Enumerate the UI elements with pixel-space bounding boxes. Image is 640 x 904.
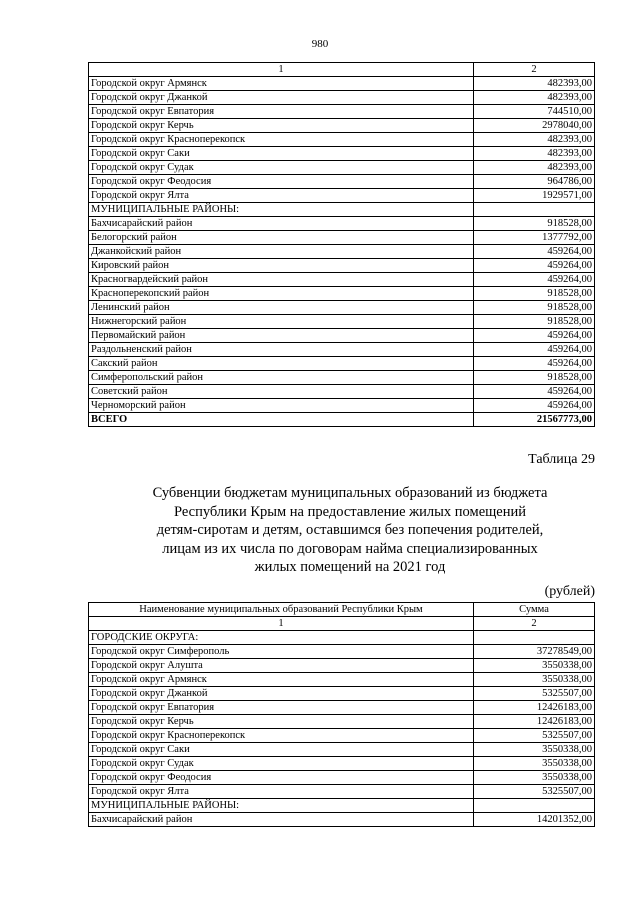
table-row — [89, 799, 595, 813]
table-row — [89, 315, 595, 329]
row-name: Белогорский район — [89, 231, 474, 245]
table-row — [89, 785, 595, 799]
table-row — [89, 371, 595, 385]
row-value: 12426183,00 — [474, 701, 595, 715]
table-row — [89, 673, 595, 687]
row-value: 459264,00 — [474, 399, 595, 413]
row-value: 1377792,00 — [474, 231, 595, 245]
table-caption: Таблица 29 — [528, 452, 595, 467]
column-number: 1 — [89, 617, 474, 631]
row-value: 918528,00 — [474, 217, 595, 231]
row-name: ГОРОДСКИЕ ОКРУГА: — [89, 631, 474, 645]
table-row — [89, 729, 595, 743]
table-row — [89, 77, 595, 91]
table-row — [89, 189, 595, 203]
row-name: Первомайский район — [89, 329, 474, 343]
column-header-sum: Сумма — [474, 603, 595, 617]
row-name: Городской округ Саки — [89, 743, 474, 757]
row-name: Черноморский район — [89, 399, 474, 413]
row-value: 482393,00 — [474, 161, 595, 175]
row-value: 459264,00 — [474, 245, 595, 259]
row-value: 5325507,00 — [474, 729, 595, 743]
row-name: Красноперекопский район — [89, 287, 474, 301]
row-value: 459264,00 — [474, 357, 595, 371]
row-name: Бахчисарайский район — [89, 217, 474, 231]
title-line: Республики Крым на предоставление жилых помещений — [173, 503, 527, 520]
row-value: 5325507,00 — [474, 687, 595, 701]
row-name: МУНИЦИПАЛЬНЫЕ РАЙОНЫ: — [89, 799, 474, 813]
row-name: Городской округ Джанкой — [89, 91, 474, 105]
row-value: 3550338,00 — [474, 673, 595, 687]
row-value: 459264,00 — [474, 385, 595, 399]
row-value: 918528,00 — [474, 315, 595, 329]
row-value: 964786,00 — [474, 175, 595, 189]
table-row — [89, 231, 595, 245]
row-value: 37278549,00 — [474, 645, 595, 659]
table-row — [89, 203, 595, 217]
row-value: 3550338,00 — [474, 659, 595, 673]
table-row — [89, 119, 595, 133]
row-name: Нижнегорский район — [89, 315, 474, 329]
title-line: Субвенции бюджетам муниципальных образований из бюджета — [152, 485, 548, 501]
row-value: 12426183,00 — [474, 715, 595, 729]
table-row — [89, 133, 595, 147]
table-row — [89, 757, 595, 771]
row-name: Городской округ Ялта — [89, 189, 474, 203]
total-label: ВСЕГО — [89, 413, 474, 427]
row-value: 482393,00 — [474, 91, 595, 105]
row-value: 5325507,00 — [474, 785, 595, 799]
table-row — [89, 645, 595, 659]
table-row — [89, 301, 595, 315]
row-name: Красногвардейский район — [89, 273, 474, 287]
row-name: Городской округ Красноперекопск — [89, 729, 474, 743]
row-value: 459264,00 — [474, 273, 595, 287]
table-row — [89, 771, 595, 785]
table-row — [89, 273, 595, 287]
row-name: Симферопольский район — [89, 371, 474, 385]
row-value: 482393,00 — [474, 133, 595, 147]
row-name: Городской округ Феодосия — [89, 175, 474, 189]
row-value — [474, 203, 595, 217]
column-number-row — [89, 63, 595, 77]
row-name: Ленинский район — [89, 301, 474, 315]
table-row — [89, 161, 595, 175]
table-row — [89, 399, 595, 413]
title-line: лицам из их числа по договорам найма специализированных — [162, 540, 538, 557]
row-name: Городской округ Судак — [89, 757, 474, 771]
row-name: Городской округ Судак — [89, 161, 474, 175]
row-name: Городской округ Красноперекопск — [89, 133, 474, 147]
row-name: Городской округ Алушта — [89, 659, 474, 673]
table-row — [89, 259, 595, 273]
row-name: Городской округ Керчь — [89, 715, 474, 729]
units-label: (рублей) — [544, 584, 595, 599]
column-number: 1 — [89, 63, 474, 77]
row-name: Советский район — [89, 385, 474, 399]
row-value: 744510,00 — [474, 105, 595, 119]
title-line: детям-сиротам и детям, оставшимся без попечения родителей, — [156, 522, 544, 538]
table-row — [89, 329, 595, 343]
table-continuation — [88, 62, 595, 427]
row-value: 3550338,00 — [474, 757, 595, 771]
table-row — [89, 343, 595, 357]
row-name: МУНИЦИПАЛЬНЫЕ РАЙОНЫ: — [89, 203, 474, 217]
table-row — [89, 813, 595, 827]
row-value: 918528,00 — [474, 371, 595, 385]
row-name: Городской округ Керчь — [89, 119, 474, 133]
row-name: Городской округ Евпатория — [89, 105, 474, 119]
row-value — [474, 799, 595, 813]
column-number: 2 — [474, 63, 595, 77]
row-name: Городской округ Евпатория — [89, 701, 474, 715]
table-body — [89, 631, 595, 827]
row-name: Городской округ Армянск — [89, 673, 474, 687]
row-value: 459264,00 — [474, 343, 595, 357]
table-body — [89, 77, 595, 413]
row-value: 918528,00 — [474, 287, 595, 301]
table-row — [89, 287, 595, 301]
table-row — [89, 715, 595, 729]
row-name: Кировский район — [89, 259, 474, 273]
row-name: Раздольненский район — [89, 343, 474, 357]
table-title — [130, 484, 570, 577]
table-row — [89, 631, 595, 645]
row-name: Городской округ Саки — [89, 147, 474, 161]
table-row — [89, 105, 595, 119]
table-row — [89, 687, 595, 701]
row-name: Городской округ Армянск — [89, 77, 474, 91]
row-value: 482393,00 — [474, 147, 595, 161]
total-row — [89, 413, 595, 427]
row-value: 918528,00 — [474, 301, 595, 315]
row-value: 3550338,00 — [474, 771, 595, 785]
row-value: 482393,00 — [474, 77, 595, 91]
row-value — [474, 631, 595, 645]
table-row — [89, 357, 595, 371]
table-row — [89, 217, 595, 231]
row-value: 459264,00 — [474, 259, 595, 273]
row-name: Сакский район — [89, 357, 474, 371]
table-row — [89, 701, 595, 715]
row-value: 3550338,00 — [474, 743, 595, 757]
column-number-row — [89, 617, 595, 631]
column-header-name: Наименование муниципальных образований Республики Крым — [89, 603, 474, 617]
table-row — [89, 175, 595, 189]
title-line: жилых помещений на 2021 год — [254, 559, 446, 575]
table-row — [89, 385, 595, 399]
row-name: Бахчисарайский район — [89, 813, 474, 827]
table-row — [89, 91, 595, 105]
table-row — [89, 245, 595, 259]
row-value: 1929571,00 — [474, 189, 595, 203]
row-name: Джанкойский район — [89, 245, 474, 259]
row-name: Городской округ Феодосия — [89, 771, 474, 785]
row-name: Городской округ Джанкой — [89, 687, 474, 701]
table-row — [89, 743, 595, 757]
total-value: 21567773,00 — [474, 413, 595, 427]
column-number: 2 — [474, 617, 595, 631]
table-row — [89, 147, 595, 161]
row-name: Городской округ Симферополь — [89, 645, 474, 659]
row-value: 459264,00 — [474, 329, 595, 343]
row-value: 2978040,00 — [474, 119, 595, 133]
header-row — [89, 603, 595, 617]
row-value: 14201352,00 — [474, 813, 595, 827]
row-name: Городской округ Ялта — [89, 785, 474, 799]
page-number: 980 — [311, 38, 329, 50]
table-row — [89, 659, 595, 673]
subventions-table — [88, 602, 595, 827]
